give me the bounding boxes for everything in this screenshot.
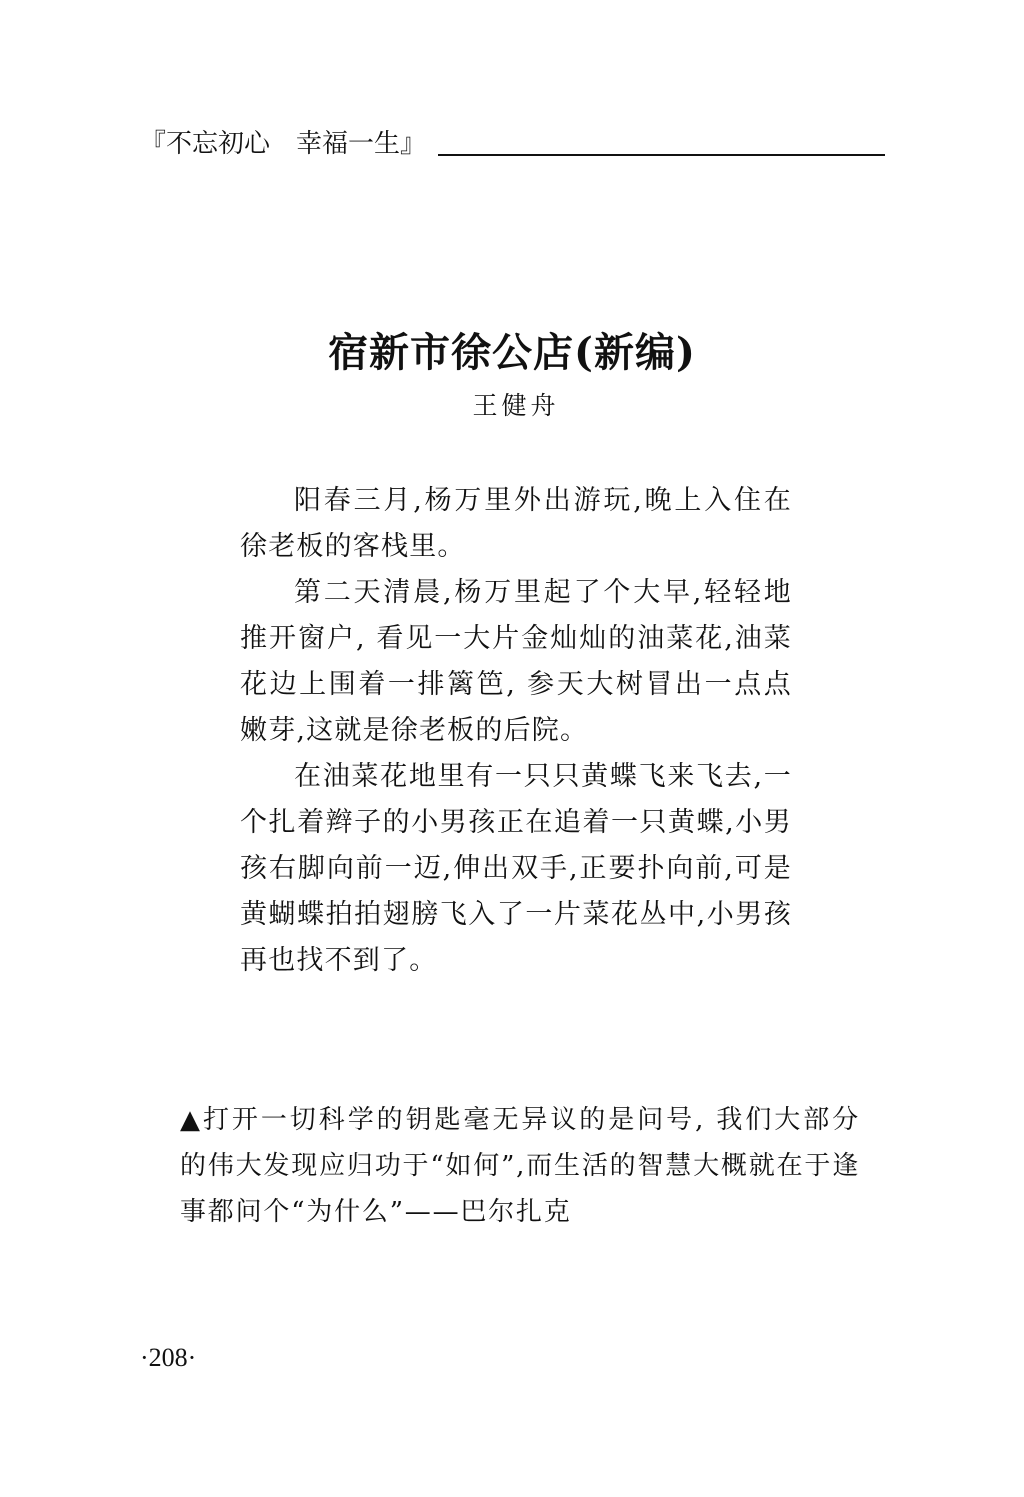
header-rule: [438, 154, 885, 156]
quote-box: ▲打开一切科学的钥匙毫无异议的是问号, 我们大部分的伟大发现应归功于“如何”,而生活的智慧大概就在于逢事都问个“为什么”——巴尔扎克: [180, 1105, 860, 1227]
article-title: 宿新市徐公店(新编): [328, 329, 696, 376]
running-header: [140, 126, 885, 162]
paragraph: 阳春三月,杨万里外出游玩,晚上入住在徐老板的客栈里。: [240, 485, 792, 562]
article-body: [240, 478, 792, 984]
article-author: 王健舟: [472, 391, 560, 420]
section-title: 『不忘初心 幸福一生』: [140, 129, 427, 159]
paragraph: 在油菜花地里有一只只黄蝶飞来飞去,一个扎着辫子的小男孩正在追着一只黄蝶,小男孩右脚向前一迈,伸出双手,正要扑向前,可是黄蝴蝶拍拍翅膀飞入了一片菜花丛中,小男孩再也找不到了。: [240, 761, 792, 976]
page-number: ·208·: [140, 1343, 197, 1372]
paragraph: 第二天清晨,杨万里起了个大早,轻轻地推开窗户, 看见一大片金灿灿的油菜花,油菜花边上围着一排篱笆, 参天大树冒出一点点嫩芽,这就是徐老板的后院。: [240, 577, 792, 746]
